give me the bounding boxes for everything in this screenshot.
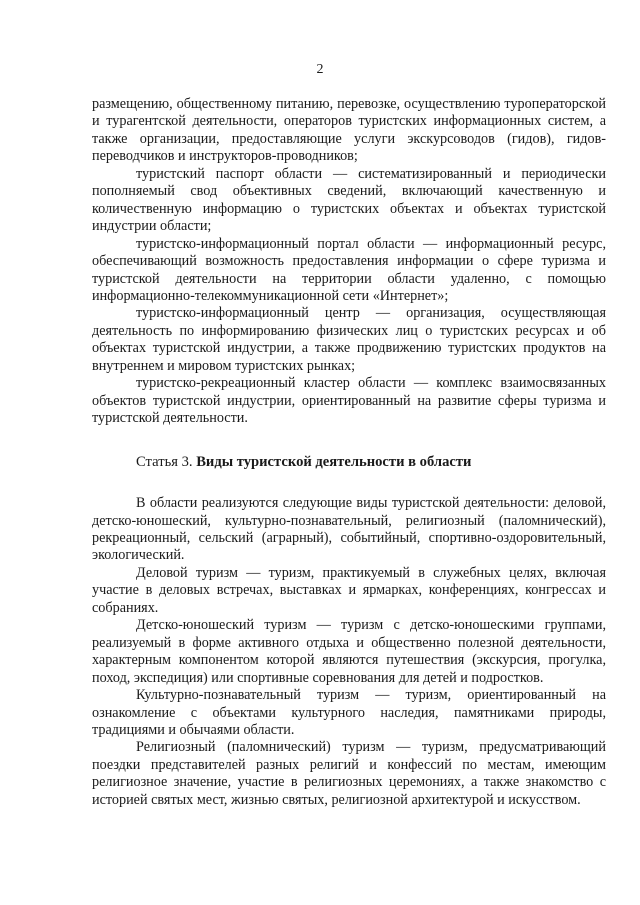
page-number: 2 xyxy=(316,62,324,77)
paragraph: В области реализуются следующие виды туристской деятельности: деловой, детско-юношеский, культурно-познавательный, религиозный (паломнический), рекреационный, сельский (аграрный), событийный, спортивно-оздоровительный, экологический. xyxy=(92,495,606,564)
document-body xyxy=(92,96,606,809)
article-heading xyxy=(92,454,606,471)
paragraph: туристско-информационный центр — организация, осуществляющая деятельность по информированию физических лиц о туристских ресурсах и об объектах туристской индустрии, а также продвижению туристских продуктов на внутреннем и мировом туристских рынках; xyxy=(92,305,606,374)
paragraph: Детско-юношеский туризм — туризм с детско-юношескими группами, реализуемый в форме активного отдыха и общественно полезной деятельности, характерным компонентом которой являются путешествия (экскурсия, прогулка, поход, экспедиция) или спортивные соревнования для детей и подростков. xyxy=(92,617,606,686)
paragraph: Религиозный (паломнический) туризм — туризм, предусматривающий поездки представителей разных религий и конфессий по местам, имеющим религиозное значение, участие в религиозных церемониях, а также знакомство с историей святых мест, жизнью святых, религиозной архитектурой и искусством. xyxy=(92,739,606,808)
article-title: Виды туристской деятельности в области xyxy=(196,453,472,470)
paragraph: туристский паспорт области — систематизированный и периодически пополняемый свод объективных сведений, включающий качественную и количественную информацию о туристских объектах и объектах туристской индустрии области; xyxy=(92,165,606,235)
article-prefix: Статья 3. xyxy=(136,453,197,470)
paragraph: туристско-информационный портал области — информационный ресурс, обеспечивающий возможность предоставления информации о сфере туризма и туристской деятельности на территории области удаленно, с помощью информационно-телекоммуникационной сети «Интернет»; xyxy=(92,235,606,304)
paragraph: Деловой туризм — туризм, практикуемый в служебных целях, включая участие в деловых встречах, выставках и ярмарках, конференциях, конгрессах и собраниях. xyxy=(92,564,606,616)
paragraph: размещению, общественному питанию, перевозке, осуществлению туроператорской и турагентской деятельности, операторов туристских информационных систем, а также организации, предоставляющие услуги экскурсоводов (гидов), гидов-переводчиков и инструкторов-проводников; xyxy=(92,96,606,165)
paragraph: туристско-рекреационный кластер области — комплекс взаимосвязанных объектов туристской индустрии, ориентированный на развитие сферы туризма и туристской деятельности. xyxy=(92,375,606,427)
paragraph: Культурно-познавательный туризм — туризм, ориентированный на ознакомление с объектами культурного наследия, памятниками природы, традициями и обычаями области. xyxy=(92,687,606,738)
